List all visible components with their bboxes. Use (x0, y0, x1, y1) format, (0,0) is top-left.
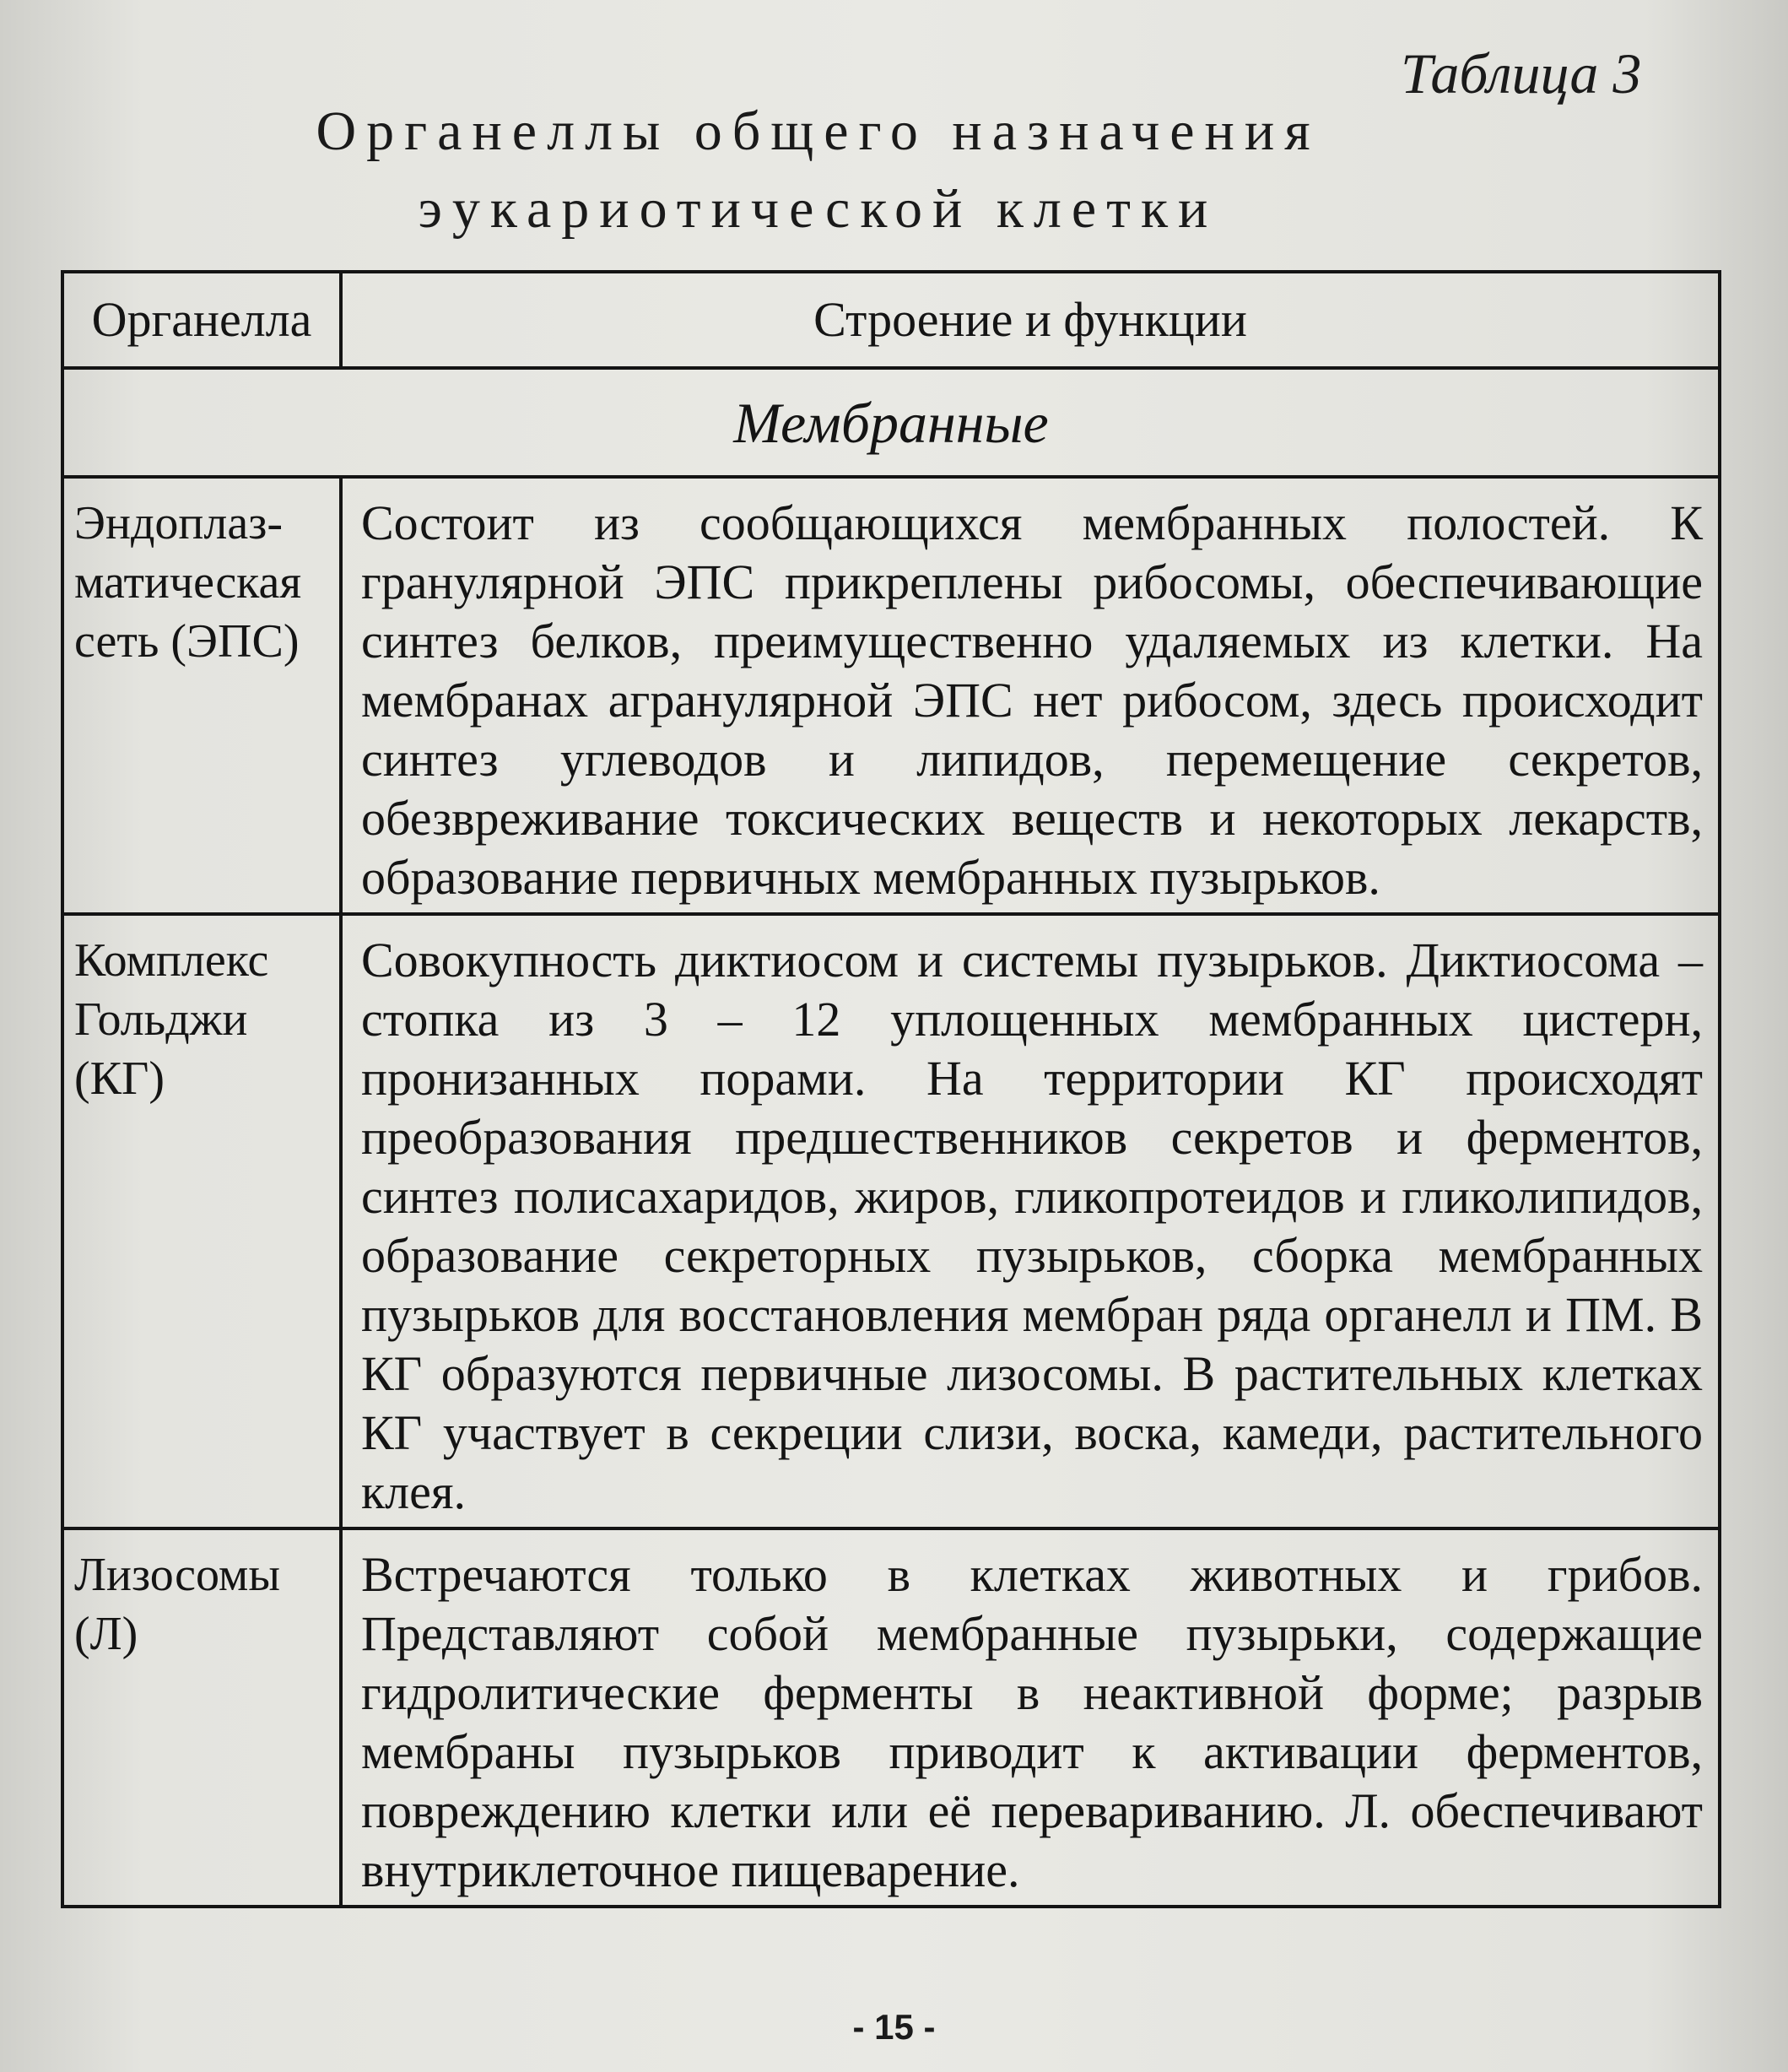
organelle-description: Состоит из сообщающихся мембранных полостей. К гранулярной ЭПС прикреплены рибосомы, обеспечивающие синтез белков, преимущественно удаляемых из клетки. На мембранах агранулярной ЭПС нет рибосом, здесь происходит синтез углеводов и липидов, перемещение секретов, обезвреживание токсических веществ и некоторых лекарств, образование первичных мембранных пузырьков. (341, 477, 1720, 914)
organelle-name-line: Эндоплаз- (74, 497, 283, 549)
table-row (62, 1528, 1720, 1907)
section-row (62, 368, 1720, 477)
header-structure-functions: Строение и функции (341, 272, 1720, 368)
organelle-name-cell (62, 477, 341, 914)
organelle-name-line: сеть (ЭПС) (74, 615, 300, 668)
organelle-name-line: Комплекс (74, 934, 269, 987)
organelle-table (61, 270, 1721, 1908)
table-header-row (62, 272, 1720, 368)
organelle-name-line: (КГ) (74, 1052, 165, 1105)
organelle-description: Совокупность диктиосом и системы пузырьков. Диктиосома – стопка из 3 – 12 уплощенных мембранных цистерн, пронизанных порами. На территории КГ происходят преобразования предшественников секретов и ферментов, синтез полисахаридов, жиров, гликопротеидов и гликолипидов, образование секреторных пузырьков, сборка мембранных пузырьков для восстановления мембран ряда органелл и ПМ. В КГ образуются первичные лизосомы. В растительных клетках КГ участвует в секреции слизи, воска, камеди, растительного клея. (341, 914, 1720, 1528)
organelle-name-line: Лизосомы (74, 1549, 280, 1601)
organelle-name-line: Гольджи (74, 993, 248, 1046)
organelle-name-line: матическая (74, 556, 302, 609)
organelle-name-cell (62, 914, 341, 1528)
header-organelle: Органелла (62, 272, 341, 368)
section-membrane: Мембранные (62, 368, 1720, 477)
table-label: Таблица 3 (1401, 41, 1642, 105)
organelle-name-cell (62, 1528, 341, 1907)
table-row (62, 914, 1720, 1528)
page-number: - 15 - (852, 2007, 936, 2047)
page-title-line-2: эукариотической клетки (418, 178, 1218, 240)
organelle-name-line: (Л) (74, 1608, 138, 1660)
page-title-line-1: Органеллы общего назначения (316, 100, 1321, 162)
table-row (62, 477, 1720, 914)
organelle-description: Встречаются только в клетках животных и грибов. Представляют собой мембранные пузырьки, содержащие гидролитические ферменты в неактивной форме; разрыв мембраны пузырьков приводит к активации ферментов, повреждению клетки или её перевариванию. Л. обеспечивают внутриклеточное пищеварение. (341, 1528, 1720, 1907)
